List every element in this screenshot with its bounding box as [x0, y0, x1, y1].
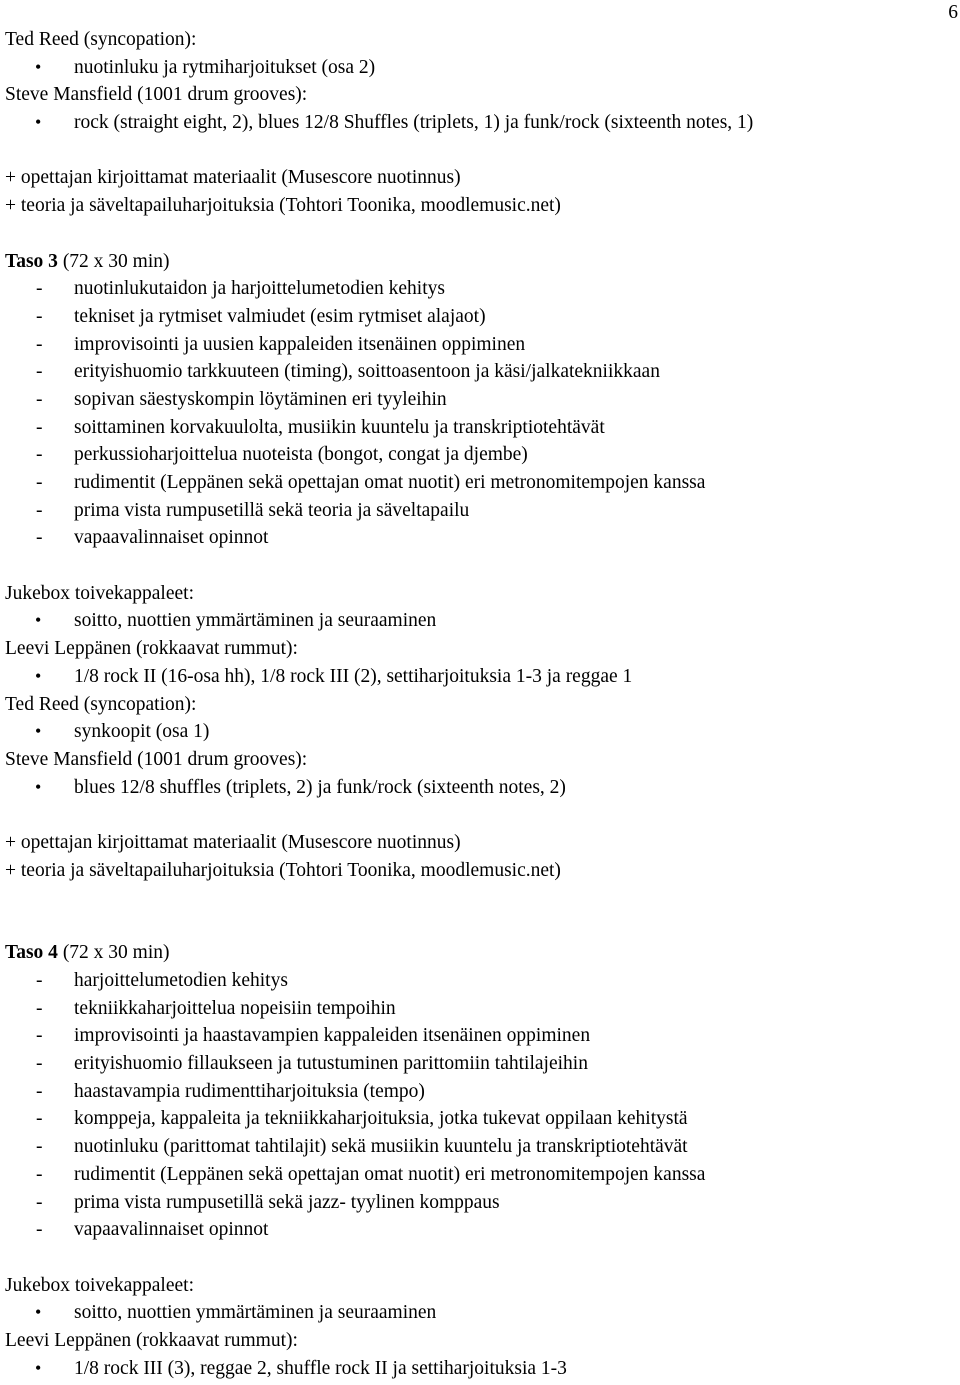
- level-duration: (72 x 30 min): [57, 942, 170, 964]
- bullet-item: [5, 663, 945, 691]
- dash-marker: -: [36, 416, 43, 438]
- dash-marker: -: [36, 970, 43, 991]
- bullet-icon: •: [35, 721, 42, 742]
- dash-marker: -: [36, 499, 43, 521]
- bullet-text: 1/8 rock III (3), reggae 2, shuffle rock II ja settiharjoituksia 1-3: [74, 1357, 567, 1379]
- extra-material: + teoria ja säveltapailuharjoituksia (Tohtori Toonika, moodlemusic.net): [5, 195, 561, 217]
- goal-item: [5, 995, 945, 1023]
- dash-marker: -: [36, 305, 43, 327]
- goal-item: [5, 469, 945, 497]
- goal-item: [5, 497, 945, 525]
- goal-text: prima vista rumpusetillä sekä teoria ja säveltapailu: [74, 499, 470, 521]
- goal-item: [5, 275, 945, 303]
- dash-marker: -: [36, 472, 43, 493]
- goal-text: improvisointi ja uusien kappaleiden itsenäinen oppiminen: [74, 333, 526, 355]
- goal-text: tekniikkaharjoittelua nopeisiin tempoihin: [74, 997, 396, 1019]
- goal-text: tekniset ja rytmiset valmiudet (esim rytmiset alajaot): [74, 305, 486, 327]
- dash-marker: -: [36, 444, 43, 466]
- bullet-text: 1/8 rock II (16-osa hh), 1/8 rock III (2), settiharjoituksia 1-3 ja reggae 1: [74, 665, 633, 687]
- reference-title: Jukebox toivekappaleet:: [5, 582, 194, 604]
- goal-item: [5, 1216, 945, 1244]
- bullet-item: [5, 718, 945, 746]
- bullet-item: [5, 109, 945, 137]
- goal-text: vapaavalinnaiset opinnot: [74, 1219, 269, 1241]
- extra-material: + opettajan kirjoittamat materiaalit (Musescore nuotinnus): [5, 831, 461, 853]
- dash-marker: -: [36, 278, 43, 300]
- goal-item: [5, 1189, 945, 1217]
- bullet-icon: •: [35, 1302, 42, 1323]
- bullet-text: soitto, nuottien ymmärtäminen ja seuraaminen: [74, 1302, 437, 1324]
- reference-title: Steve Mansfield (1001 drum grooves):: [5, 748, 308, 770]
- dash-marker: -: [36, 1191, 43, 1213]
- goal-item: [5, 441, 945, 469]
- goal-text: erityishuomio tarkkuuteen (timing), soittoasentoon ja käsi/jalkatekniikkaan: [74, 361, 660, 383]
- goal-text: haastavampia rudimenttiharjoituksia (tempo): [74, 1080, 425, 1102]
- dash-marker: -: [36, 1053, 43, 1075]
- bullet-text: blues 12/8 shuffles (triplets, 2) ja funk/rock (sixteenth notes, 2): [74, 776, 566, 798]
- goal-text: nuotinlukutaidon ja harjoittelumetodien kehitys: [74, 278, 445, 300]
- dash-marker: -: [36, 997, 43, 1019]
- bullet-item: [5, 1299, 945, 1327]
- goal-text: soittaminen korvakuulolta, musiikin kuuntelu ja transkriptiotehtävät: [74, 416, 605, 438]
- reference-title: Ted Reed (syncopation):: [5, 29, 197, 50]
- level-title: Taso 3: [5, 250, 58, 272]
- dash-marker: -: [36, 1219, 43, 1241]
- bullet-text: soitto, nuottien ymmärtäminen ja seuraaminen: [74, 610, 437, 632]
- goal-list: [5, 967, 945, 1244]
- dash-marker: -: [36, 1025, 43, 1047]
- bullet-item: [5, 54, 945, 82]
- level-heading: [5, 939, 945, 967]
- goal-item: [5, 1161, 945, 1189]
- bullet-icon: •: [35, 56, 42, 77]
- goal-text: rudimentit (Leppänen sekä opettajan omat nuotit) eri metronomitempojen kanssa: [74, 1163, 706, 1185]
- bullet-item: [5, 774, 945, 802]
- goal-item: [5, 358, 945, 386]
- level-heading: [5, 248, 945, 276]
- goal-item: [5, 967, 945, 995]
- dash-marker: -: [36, 1108, 43, 1130]
- reference-title: Ted Reed (syncopation):: [5, 693, 197, 715]
- bullet-icon: •: [35, 776, 42, 797]
- goal-item: [5, 1105, 945, 1133]
- bullet-icon: •: [35, 1357, 42, 1378]
- dash-marker: -: [36, 1163, 43, 1185]
- dash-marker: -: [36, 361, 43, 383]
- continuation-section: [5, 26, 945, 220]
- bullet-icon: •: [35, 112, 42, 133]
- reference-list: [5, 1272, 945, 1383]
- reference-title: Leevi Leppänen (rokkaavat rummut):: [5, 1329, 298, 1351]
- goal-text: komppeja, kappaleita ja tekniikkaharjoituksia, jotka tukevat oppilaan kehitystä: [74, 1108, 688, 1130]
- goal-item: [5, 414, 945, 442]
- goal-item: [5, 1050, 945, 1078]
- goal-text: harjoittelumetodien kehitys: [74, 970, 288, 991]
- goal-item: [5, 1133, 945, 1161]
- extra-material: + teoria ja säveltapailuharjoituksia (Tohtori Toonika, moodlemusic.net): [5, 859, 561, 881]
- goal-text: sopivan säestyskompin löytäminen eri tyyleihin: [74, 388, 447, 410]
- goal-item: [5, 331, 945, 359]
- bullet-text: nuotinluku ja rytmiharjoitukset (osa 2): [74, 56, 376, 78]
- dash-marker: -: [36, 1136, 43, 1158]
- level-duration: (72 x 30 min): [57, 250, 170, 272]
- dash-marker: -: [36, 388, 43, 410]
- goal-text: improvisointi ja haastavampien kappaleiden itsenäinen oppiminen: [74, 1025, 591, 1047]
- bullet-item: [5, 1355, 945, 1383]
- dash-marker: -: [36, 333, 43, 355]
- goal-text: prima vista rumpusetillä sekä jazz- tyylinen komppaus: [74, 1191, 500, 1213]
- goal-item: [5, 1022, 945, 1050]
- bullet-text: rock (straight eight, 2), blues 12/8 Shuffles (triplets, 1) ja funk/rock (sixteenth notes, 1): [74, 112, 754, 134]
- level-title: Taso 4: [5, 942, 58, 964]
- goal-text: rudimentit (Leppänen sekä opettajan omat nuotit) eri metronomitempojen kanssa: [74, 472, 706, 493]
- reference-title: Steve Mansfield (1001 drum grooves):: [5, 84, 308, 106]
- reference-list: [5, 580, 945, 802]
- goal-item: [5, 1078, 945, 1106]
- goal-item: [5, 386, 945, 414]
- bullet-text: synkoopit (osa 1): [74, 721, 210, 743]
- goal-text: nuotinluku (parittomat tahtilajit) sekä musiikin kuuntelu ja transkriptiotehtävät: [74, 1136, 688, 1158]
- goal-item: [5, 303, 945, 331]
- bullet-icon: •: [35, 665, 42, 686]
- reference-title: Jukebox toivekappaleet:: [5, 1274, 194, 1296]
- goal-text: vapaavalinnaiset opinnot: [74, 527, 269, 549]
- reference-title: Leevi Leppänen (rokkaavat rummut):: [5, 638, 298, 660]
- goal-text: perkussioharjoittelua nuoteista (bongot, congat ja djembe): [74, 444, 528, 466]
- level-4-section: [5, 939, 945, 1382]
- goal-text: erityishuomio fillaukseen ja tutustuminen parittomiin tahtilajeihin: [74, 1053, 588, 1075]
- level-3-section: [5, 248, 945, 885]
- document-body: [5, 26, 945, 1382]
- goal-list: [5, 275, 945, 552]
- bullet-item: [5, 607, 945, 635]
- page-number: 6: [948, 2, 958, 23]
- goal-item: [5, 524, 945, 552]
- bullet-icon: •: [35, 610, 42, 631]
- extra-material: + opettajan kirjoittamat materiaalit (Musescore nuotinnus): [5, 167, 461, 189]
- dash-marker: -: [36, 1080, 43, 1102]
- dash-marker: -: [36, 527, 43, 549]
